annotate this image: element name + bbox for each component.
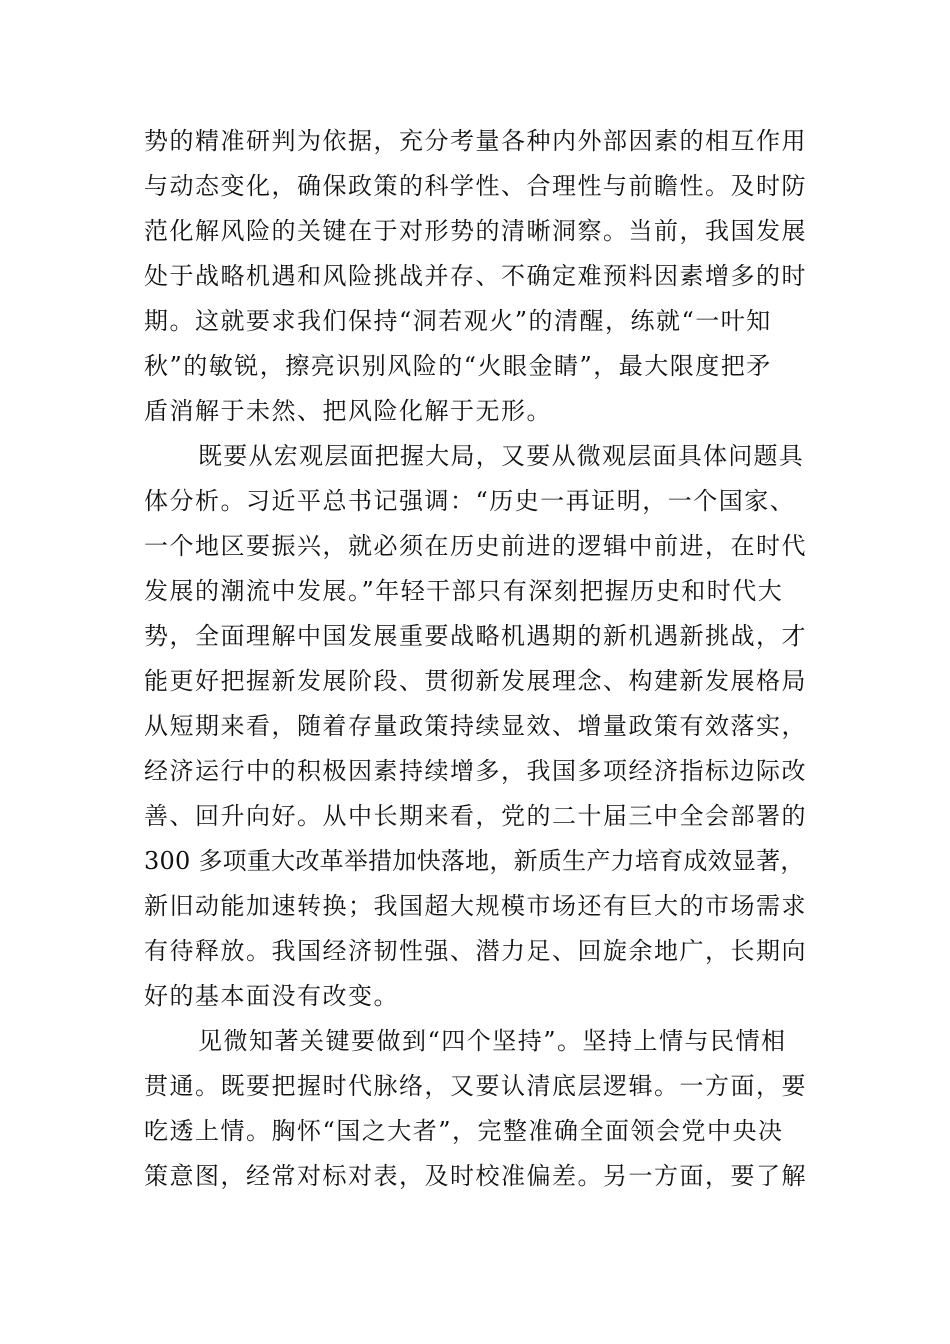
text-line: 盾消解于未然、把风险化解于无形。 bbox=[144, 397, 552, 425]
body-text bbox=[144, 119, 808, 1199]
text-line: 势，全面理解中国发展重要战略机遇期的新机遇新挑战，才 bbox=[144, 622, 807, 650]
text-line: 有待释放。我国经济韧性强、潜力足、回旋余地广，长期向 bbox=[144, 937, 807, 965]
text-line: 与动态变化，确保政策的科学性、合理性与前瞻性。及时防 bbox=[144, 172, 807, 200]
text-line: 发展的潮流中发展。”年轻干部只有深刻把握历史和时代大 bbox=[144, 577, 784, 605]
text-line: 从短期来看，随着存量政策持续显效、增量政策有效落实， bbox=[144, 712, 807, 740]
paragraph-first-line: 既要从宏观层面把握大局，又要从微观层面具体问题具 bbox=[198, 442, 804, 470]
text-line: 吃透上情。胸怀“国之大者”，完整准确全面领会党中央决 bbox=[144, 1117, 784, 1145]
text-line: 新旧动能加速转换；我国超大规模市场还有巨大的市场需求 bbox=[144, 892, 807, 920]
text-line: 300 多项重大改革举措加快落地，新质生产力培育成效显著， bbox=[144, 847, 805, 875]
text-line: 善、回升向好。从中长期来看，党的二十届三中全会部署的 bbox=[144, 802, 807, 830]
text-line: 能更好把握新发展阶段、贯彻新发展理念、构建新发展格局 bbox=[144, 667, 807, 695]
paragraph-first-line: 见微知著关键要做到“四个坚持”。坚持上情与民情相 bbox=[198, 1027, 787, 1055]
text-line: 期。这就要求我们保持“洞若观火”的清醒，练就“一叶知 bbox=[144, 307, 772, 335]
text-line: 秋”的敏锐，擦亮识别风险的“火眼金睛”，最大限度把矛 bbox=[144, 352, 772, 380]
text-line: 体分析。习近平总书记强调：“历史一再证明，一个国家、 bbox=[144, 487, 796, 515]
text-line: 好的基本面没有改变。 bbox=[144, 982, 399, 1010]
text-line: 策意图，经常对标对表，及时校准偏差。另一方面，要了解 bbox=[144, 1162, 807, 1190]
text-line: 经济运行中的积极因素持续增多，我国多项经济指标边际改 bbox=[144, 757, 807, 785]
text-line: 贯通。既要把握时代脉络，又要认清底层逻辑。一方面，要 bbox=[144, 1072, 807, 1100]
text-line: 一个地区要振兴，就必须在历史前进的逻辑中前进，在时代 bbox=[144, 532, 807, 560]
text-line: 处于战略机遇和风险挑战并存、不确定难预料因素增多的时 bbox=[144, 262, 807, 290]
text-line: 势的精准研判为依据，充分考量各种内外部因素的相互作用 bbox=[144, 127, 807, 155]
text-line: 范化解风险的关键在于对形势的清晰洞察。当前，我国发展 bbox=[144, 217, 807, 245]
